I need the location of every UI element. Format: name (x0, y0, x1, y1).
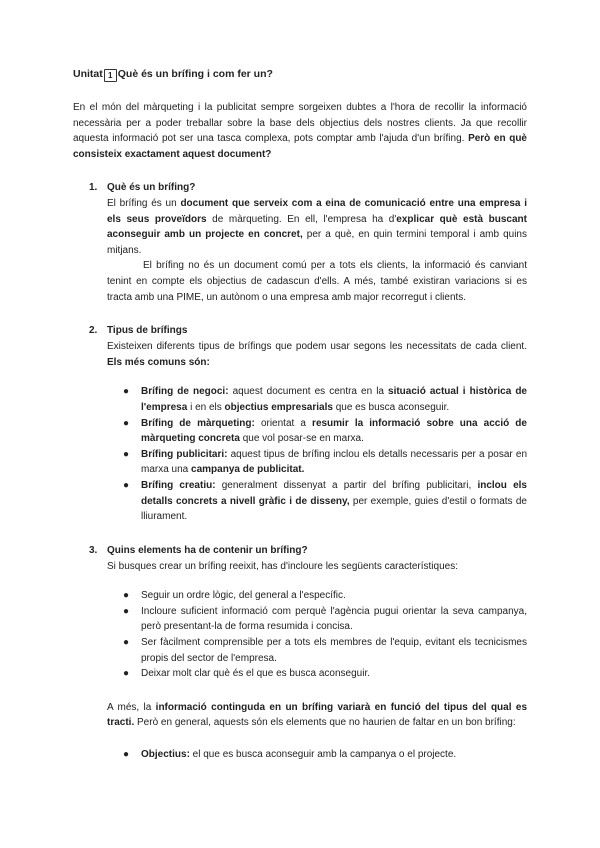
intro-text: En el món del màrqueting i la publicitat sempre sorgeixen dubtes a l'hora de recollir la informació necessària per a poder treballar sobre la base dels objectius dels nostres clients. Ja que recollir aquesta informació pot ser una tasca complexa, pots comptar amb l'ajuda d'un brífing. (73, 102, 527, 144)
bullet-icon: ● (123, 386, 130, 398)
intro-paragraph (73, 100, 527, 162)
section-paragraph: A més, la informació continguda en un brífing variarà en funció del tipus del qual es tracti. Però en general, aquests són els elements que no haurien de faltar en un bon brífing: (107, 701, 528, 729)
section-paragraph: Si busques crear un brífing reeixit, has d'incloure les següents característiques: (107, 560, 458, 572)
section-number: 3. (89, 544, 98, 556)
intro-bold: Però en què consisteix exactament aquest document? (73, 133, 527, 160)
unit-prefix: Unitat (73, 68, 103, 80)
list-item: ● Incloure suficient informació com perquè l'agència pugui orientar la seva campanya, però presentant-la de forma resumida i concisa. (123, 605, 527, 633)
bullet-icon: ● (123, 590, 130, 602)
bullet-icon: ● (123, 479, 130, 491)
brief-types-list (107, 384, 527, 524)
document-title (73, 66, 527, 82)
section-1 (91, 180, 527, 305)
characteristics-list (107, 588, 527, 682)
list-item: ● Brífing de negoci: aquest document es centra en la situació actual i històrica de l'empresa i en els objectius empresarials que es busca aconseguir. (123, 386, 527, 413)
list-item: ● Seguir un ordre lògic, del general a l'específic. (107, 588, 527, 604)
section-number: 2. (89, 325, 98, 337)
section-2 (91, 323, 527, 525)
list-item: ● Brífing de màrqueting: orientat a resumir la informació sobre una acció de màrqueting concreta que vol posar-se en marxa. (123, 417, 527, 445)
section-title: Quins elements ha de contenir un brífing? (107, 544, 308, 556)
list-item: ● Brífing publicitari: aquest tipus de brífing inclou els detalls necessaris per a posar en marxa una campanya de publicitat. (123, 448, 528, 476)
document-page (73, 66, 527, 781)
section-paragraph: Existeixen diferents tipus de brífings que podem usar segons les necessitats de cada client. Els més comuns són: (107, 341, 527, 368)
bullet-icon: ● (123, 637, 130, 649)
list-item: ● Objectius: el que es busca aconseguir amb la campanya o el projecte. (107, 747, 527, 763)
bullet-icon: ● (123, 417, 130, 429)
bullet-icon: ● (123, 448, 130, 460)
title-text: Què és un brífing i com fer un? (117, 68, 273, 80)
section-title: Tipus de brífings (107, 325, 188, 337)
list-item: ● Brífing creatiu: generalment dissenyat a partir del brífing publicitari, inclou els detalls concrets a nivell gràfic i de disseny, per exemple, guies d'estil o formats de lliurament. (123, 479, 527, 523)
bullet-icon: ● (123, 668, 130, 680)
elements-list (107, 747, 527, 763)
list-item: ● Deixar molt clar què és el que es busca aconseguir. (107, 666, 527, 682)
section-number: 1. (89, 182, 98, 193)
bullet-icon: ● (123, 605, 130, 617)
section-paragraph: El brífing és un document que serveix com a eina de comunicació entre una empresa i els seus proveïdors de màrqueting. En ell, l'empresa ha d'explicar què està buscant aconseguir amb un projecte en concret, per a què, en quin termini temporal i amb quins mitjans. (107, 198, 527, 256)
section-3 (91, 543, 527, 763)
section-paragraph: El brífing no és un document comú per a tots els clients, la informació és canviant tenint en compte els objectius de cadascun d'ells. A més, també existiran variacions si es tracta amb una PIME, un autònom o una empresa amb major recorregut i clients. (107, 260, 527, 303)
list-item: ● Ser fàcilment comprensible per a tots els membres de l'equip, evitant els tecnicismes propis del sector de l'empresa. (123, 637, 527, 664)
section-title: Què és un brífing? (107, 182, 196, 193)
unit-number-box: 1 (104, 69, 117, 82)
bullet-icon: ● (123, 749, 130, 761)
